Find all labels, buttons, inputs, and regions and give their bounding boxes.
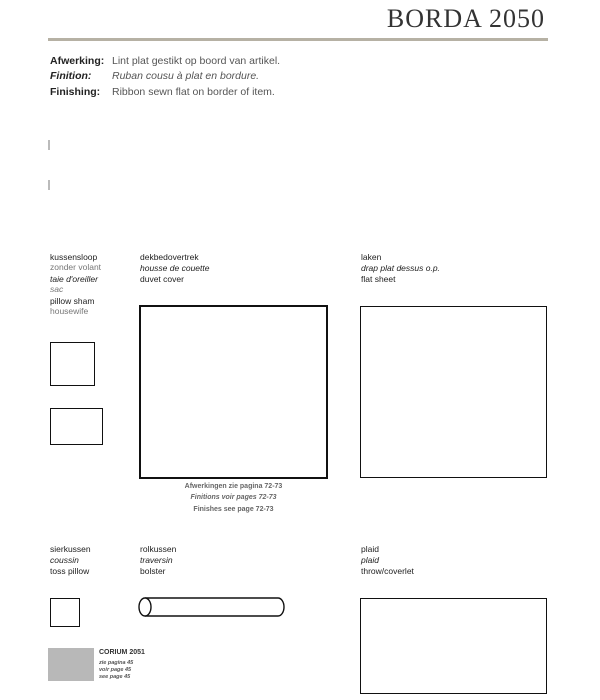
- finishing-nl: [50, 55, 280, 68]
- sierkussen-nl: sierkussen: [50, 544, 91, 554]
- finishing-nl-text: Lint plat gestikt op boord van artikel.: [112, 55, 281, 67]
- pillow-sham-rect-drawing: [50, 408, 103, 445]
- sierkussen-en: toss pillow: [50, 566, 90, 576]
- plaid-nl: plaid: [361, 544, 379, 554]
- dekbedovertrek-en: duvet cover: [140, 274, 184, 284]
- kussensloop-nl: kussensloop: [50, 252, 98, 262]
- corium-swatch: [48, 648, 94, 681]
- finishes-note-en: Finishes see page 72-73: [193, 506, 274, 513]
- laken-en: flat sheet: [361, 274, 396, 284]
- rolkussen-nl: rolkussen: [140, 544, 177, 554]
- finishing-en: [50, 86, 275, 99]
- plaid-fr: plaid: [361, 555, 379, 565]
- kussensloop-en: pillow sham: [50, 296, 95, 306]
- corium-ref-nl: zie pagina 45: [99, 660, 134, 666]
- header-divider: [48, 38, 548, 41]
- corium-ref-en: see page 45: [99, 674, 131, 680]
- sierkussen-fr: coussin: [50, 555, 79, 565]
- kussensloop-nl-sub: zonder volant: [50, 262, 102, 272]
- finishing-fr-label: Finition:: [50, 70, 92, 82]
- finishing-fr: [50, 70, 259, 83]
- kussensloop-en-sub: housewife: [50, 306, 89, 316]
- finishes-note-fr: Finitions voir pages 72-73: [190, 494, 277, 501]
- kussensloop-fr-sub: sac: [50, 284, 64, 294]
- flat-sheet-drawing: [360, 306, 547, 478]
- pillow-sham-square-drawing: [50, 342, 95, 386]
- finishes-note-nl: Afwerkingen zie pagina 72-73: [184, 483, 283, 490]
- plaid-en: throw/coverlet: [361, 566, 414, 576]
- dekbedovertrek-fr: housse de couette: [140, 263, 210, 273]
- finishing-en-label: Finishing:: [50, 86, 101, 98]
- brand-title: BORDA 2050: [386, 4, 545, 33]
- rolkussen-fr: traversin: [140, 555, 173, 565]
- kussensloop-fr: taie d'oreiller: [50, 274, 98, 284]
- duvet-cover-drawing: [139, 305, 328, 479]
- corium-title: CORIUM 2051: [99, 649, 145, 656]
- laken-nl: laken: [361, 252, 382, 262]
- laken-fr: drap plat dessus o.p.: [361, 263, 440, 273]
- dekbedovertrek-nl: dekbedovertrek: [140, 252, 199, 262]
- margin-mark: [48, 140, 50, 150]
- margin-mark: [48, 180, 50, 190]
- rolkussen-en: bolster: [140, 566, 166, 576]
- finishing-en-text: Ribbon sewn flat on border of item.: [112, 86, 275, 98]
- toss-pillow-drawing: [50, 598, 80, 627]
- bolster-drawing: [136, 595, 292, 621]
- throw-coverlet-drawing: [360, 598, 547, 694]
- corium-ref-fr: voir page 45: [99, 667, 132, 673]
- finishing-nl-label: Afwerking:: [50, 55, 105, 67]
- finishing-fr-text: Ruban cousu à plat en bordure.: [112, 70, 260, 82]
